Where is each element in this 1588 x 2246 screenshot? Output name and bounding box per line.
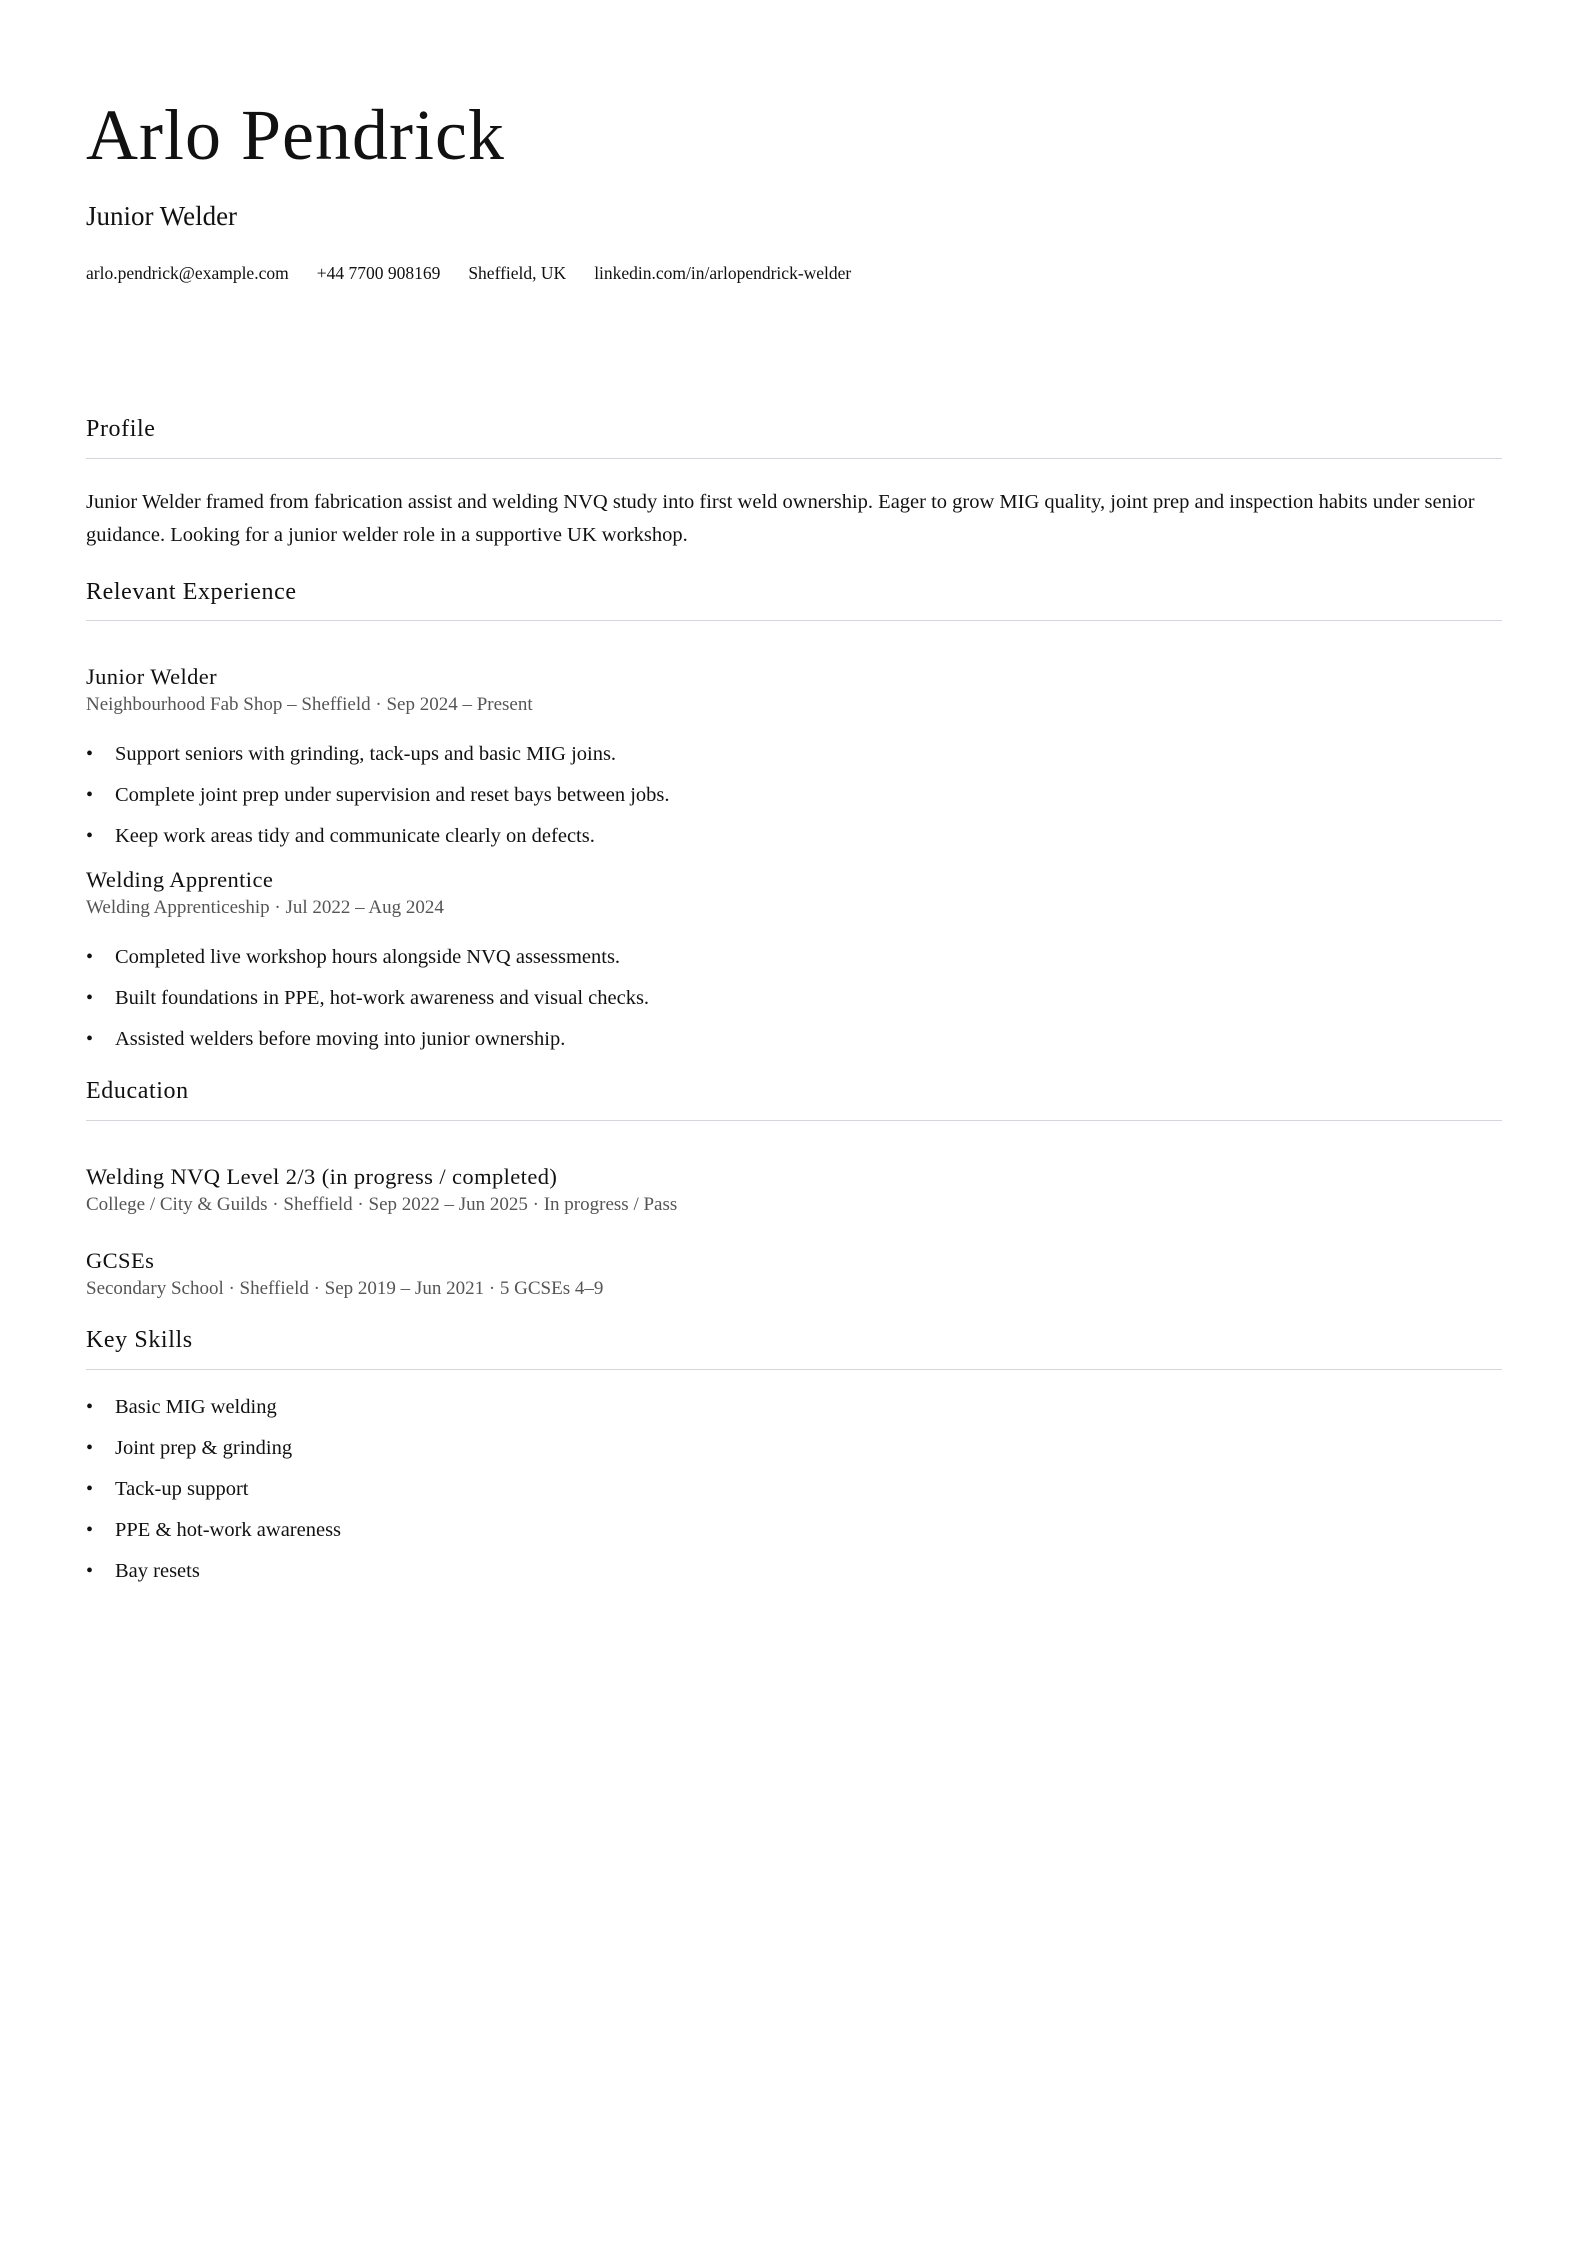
list-item: • Joint prep & grinding	[86, 1437, 1502, 1460]
profile-text: Junior Welder framed from fabrication assist and welding NVQ study into first weld ownership. Eager to grow MIG quality, joint prep and inspection habits under senior guidance. Looking for a junior welder role in a supportive UK workshop.	[86, 490, 1475, 546]
education-title: Welding NVQ Level 2/3 (in progress / completed)	[86, 1163, 558, 1189]
education-meta: College / City & Guilds · Sheffield · Sep 2022 – Jun 2025 · In progress / Pass	[86, 1193, 678, 1215]
list-item: • PPE & hot-work awareness	[86, 1519, 1502, 1542]
contact-email: arlo.pendrick@example.com	[86, 262, 289, 283]
education-section	[86, 1077, 1502, 1300]
contact-bar	[86, 263, 1502, 284]
experience-bullets	[86, 743, 1502, 848]
experience-meta: Welding Apprenticeship · Jul 2022 – Aug 2024	[86, 897, 444, 919]
resume-header	[86, 0, 1502, 284]
skills-section	[86, 1326, 1502, 1583]
experience-entry	[86, 866, 1502, 1051]
section-title-profile: Profile	[86, 415, 1502, 459]
education-title: GCSEs	[86, 1247, 155, 1273]
profile-section	[86, 415, 1502, 552]
list-item: • Support seniors with grinding, tack-ups and basic MIG joins.	[86, 743, 1502, 766]
experience-title: Welding Apprentice	[86, 867, 274, 893]
section-title-education: Education	[86, 1077, 1502, 1121]
candidate-name: Arlo Pendrick	[86, 95, 505, 175]
experience-title: Junior Welder	[86, 664, 218, 690]
list-item: • Keep work areas tidy and communicate clearly on defects.	[86, 825, 1502, 848]
list-item: • Complete joint prep under supervision and reset bays between jobs.	[86, 784, 1502, 807]
experience-bullets	[86, 946, 1502, 1051]
list-item: • Tack-up support	[86, 1478, 1502, 1501]
candidate-role: Junior Welder	[86, 201, 238, 232]
contact-location: Sheffield, UK	[468, 262, 567, 283]
contact-phone: +44 7700 908169	[316, 262, 441, 283]
section-title-experience: Relevant Experience	[86, 578, 1502, 622]
contact-linkedin: linkedin.com/in/arlopendrick-welder	[594, 262, 852, 283]
education-meta: Secondary School · Sheffield · Sep 2019 – Jun 2021 · 5 GCSEs 4–9	[86, 1277, 604, 1299]
list-item: • Assisted welders before moving into junior ownership.	[86, 1028, 1502, 1051]
section-title-skills: Key Skills	[86, 1326, 1502, 1370]
skills-list	[86, 1396, 1502, 1583]
education-entry	[86, 1163, 1502, 1217]
experience-meta: Neighbourhood Fab Shop – Sheffield · Sep 2024 – Present	[86, 694, 533, 716]
experience-section	[86, 578, 1502, 1051]
list-item: • Basic MIG welding	[86, 1396, 1502, 1419]
list-item: • Completed live workshop hours alongside NVQ assessments.	[86, 946, 1502, 969]
experience-entry	[86, 663, 1502, 848]
list-item: • Bay resets	[86, 1560, 1502, 1583]
education-entry	[86, 1247, 1502, 1301]
list-item: • Built foundations in PPE, hot-work awareness and visual checks.	[86, 987, 1502, 1010]
